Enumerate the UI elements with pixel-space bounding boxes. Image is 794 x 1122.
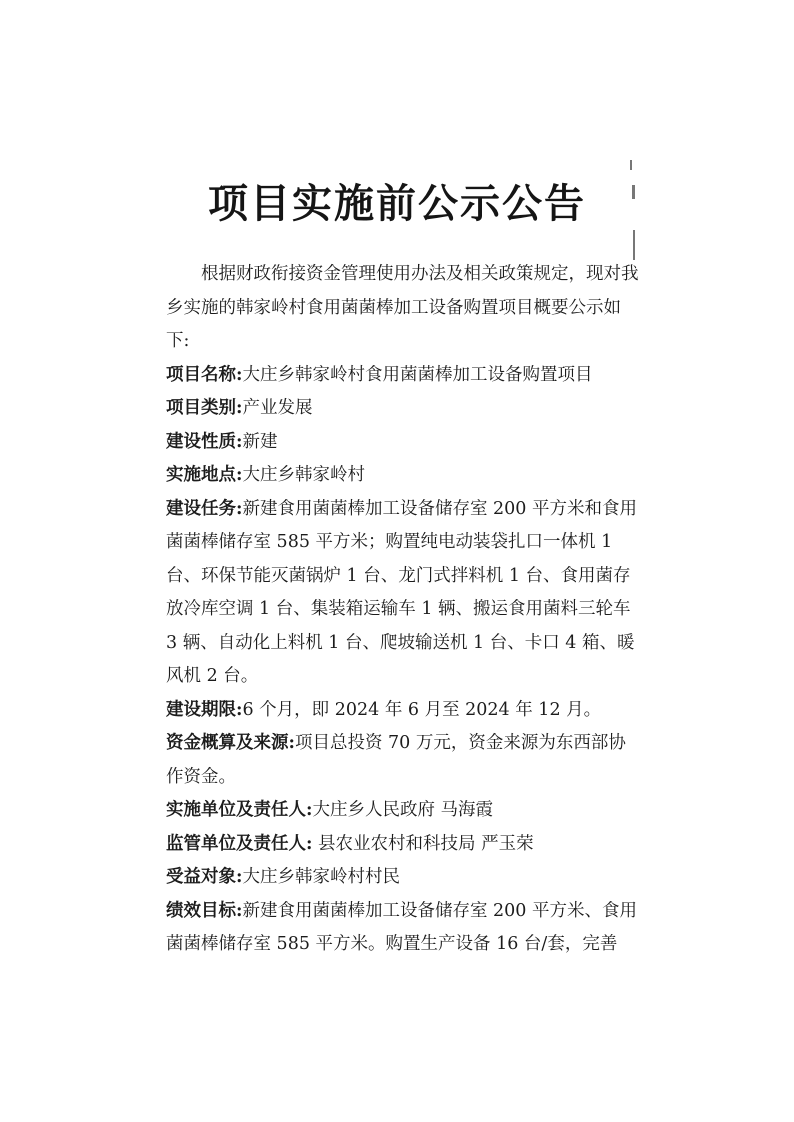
- notice-body: [166, 258, 640, 962]
- item-value: 县农业农村和科技局 严玉荣: [312, 833, 534, 854]
- item-label: 监管单位及责任人:: [166, 833, 313, 854]
- scan-mark: [633, 230, 635, 260]
- scan-mark: [632, 185, 635, 199]
- item-project-category: [166, 392, 640, 426]
- page-title: 项目实施前公示公告: [208, 180, 586, 227]
- item-construction-period: [166, 694, 640, 728]
- item-supervising-unit: [166, 828, 640, 862]
- item-value: 大庄乡韩家岭村食用菌菌棒加工设备购置项目: [242, 364, 593, 385]
- item-performance-goals: [166, 895, 640, 962]
- item-value: 新建食用菌菌棒加工设备储存室 200 平方米、食用菌菌棒储存室 585 平方米。购置生产设备 16 台/套，完善: [166, 900, 637, 954]
- scan-mark: [630, 160, 632, 170]
- item-label: 建设任务:: [166, 498, 243, 519]
- item-label: 资金概算及来源:: [166, 733, 295, 753]
- item-construction-nature: [166, 426, 640, 460]
- item-value: 产业发展: [242, 398, 313, 418]
- item-value: 大庄乡人民政府 马海霞: [312, 800, 494, 820]
- item-value: 大庄乡韩家岭村村民: [242, 867, 400, 887]
- item-implementing-unit: [166, 794, 640, 828]
- item-project-name: [166, 359, 640, 393]
- item-construction-tasks: [166, 493, 640, 694]
- item-label: 实施单位及责任人:: [166, 800, 313, 820]
- item-location: [166, 459, 640, 493]
- item-value: 项目总投资 70 万元，资金来源为东西部协作资金。: [166, 733, 626, 787]
- intro-paragraph: 根据财政衔接资金管理使用办法及相关政策规定，现对我乡实施的韩家岭村食用菌菌棒加工设备购置项目概要公示如下:: [166, 264, 639, 351]
- item-value: 大庄乡韩家岭村: [242, 465, 365, 485]
- item-beneficiaries: [166, 861, 640, 895]
- item-value: 新建: [242, 431, 278, 452]
- item-label: 建设性质:: [166, 431, 243, 452]
- item-label: 建设期限:: [166, 699, 243, 720]
- item-label: 项目名称:: [166, 364, 243, 385]
- item-label: 实施地点:: [166, 465, 243, 485]
- item-label: 项目类别:: [166, 398, 243, 418]
- item-label: 绩效目标:: [166, 900, 243, 921]
- item-value: 新建食用菌菌棒加工设备储存室 200 平方米和食用菌菌棒储存室 585 平方米；购置纯电动装袋扎口一体机 1 台、环保节能灭菌锅炉 1 台、龙门式拌料机 1 台、食用菌存放冷库空调 1 台、集装箱运输车 1 辆、搬运食用菌料三轮车 3 辆、自动化上料机 1 台、爬坡输送机 1 台、卡口 4 箱、暖风机 2 台。: [166, 498, 637, 686]
- item-value: 6 个月，即 2024 年 6 月至 2024 年 12 月。: [242, 699, 602, 720]
- item-funding: [166, 727, 640, 794]
- item-label: 受益对象:: [166, 867, 243, 887]
